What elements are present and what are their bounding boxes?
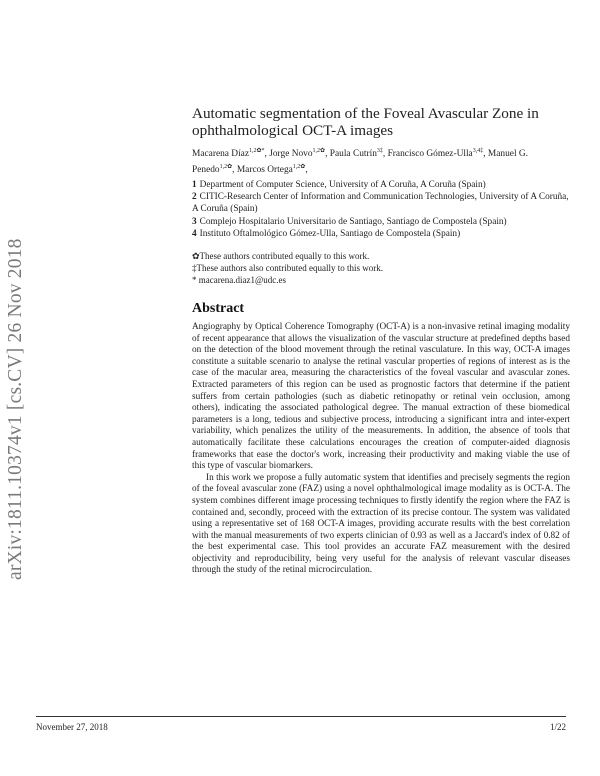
affiliation-list [192,179,570,240]
affiliation-text: Instituto Oftalmológico Gómez-Ulla, Santiago de Compostela (Spain) [199,228,461,239]
author-mark: 3,4‡ [472,148,484,154]
paper-title: Automatic segmentation of the Foveal Avascular Zone in ophthalmological OCT-A images [192,105,539,139]
author: Francisco Gómez-Ulla [387,149,473,160]
affiliation [192,228,570,240]
author-mark: 3‡ [376,148,383,154]
equal-contribution-note: ✿These authors contributed equally to this work. [192,251,370,261]
affiliation-text: Department of Computer Science, University of A Coruña, A Coruña (Spain) [199,180,486,190]
author: Marcos Ortega [236,165,293,176]
abstract-heading: Abstract [192,301,245,316]
affiliation-number: 1 [192,180,197,190]
author-mark: 1,2✿ [219,164,233,171]
footer-date: November 27, 2018 [36,722,108,732]
also-equal-contribution-note: ‡These authors also contributed equally to this work. [192,263,383,273]
author: Paula Cutrín [329,149,377,160]
abstract-paragraph: In this work we propose a fully automatic system that identifies and precisely segments the region of the foveal avascular zone (FAZ) using a novel ophthalmological image modality as is OCT-A. The system combines different image processing techniques to firstly identify the region where the FAZ is contained and, secondly, proceed with the extraction of its precise contour. The system was validated using a representative set of 168 OCT-A images, providing accurate results with the best correlation with the manual measurements of two experts clinician of 0.93 as well as a Jaccard's index of 0.82 of the best experimental case. This tool provides an accurate FAZ measurement with the desired objectivity and reproducibility, being very useful for the analysis of relevant vascular diseases through the study of the retinal microcirculation. [192,472,570,576]
affiliation-number: 4 [192,228,197,239]
author: Jorge Novo [269,149,313,160]
author-mark: 1,2✿* [249,148,265,154]
author-mark: 1,2✿ [292,164,306,171]
affiliation-text: Complejo Hospitalario Universitario de Santiago, Santiago de Compostela (Spain) [199,216,507,227]
author: Macarena Díaz [192,149,249,160]
affiliation-number: 3 [192,216,197,227]
affiliation [192,179,570,191]
affiliation [192,216,570,228]
page-number: 1/22 [549,722,566,732]
author-notes [192,250,562,286]
affiliation-text: CITIC-Research Center of Information and Communication Technologies, University of A Coruña, A Coruña (Spain) [192,192,569,215]
abstract-paragraph: Angiography by Optical Coherence Tomography (OCT-A) is a non-invasive retinal imaging modality of recent appearance that allows the visualization of the vascular structure at predefined depths based on the detection of the blood movement through the retinal vasculature. In this way, OCT-A images constitute a suitable scenario to analyse the retinal vascular properties of regions of interest as is the case of the macular area, measuring the characteristics of the foveal vascular and avascular zones. Extracted parameters of this region can be used as prognostic factors that determine if the patient suffers from certain pathologies (such as diabetic retinopathy or retinal vein occlusion, among others), indicating the associated pathological degree. The manual extraction of these biomedical parameters is a long, tedious and subjective process, introducing a significant intra and inter-expert variability, which penalizes the utility of the measurements. In addition, the absence of tools that automatically facilitate these calculations encourages the creation of computer-aided diagnosis frameworks that ease the doctor's work, increasing their productivity and making viable the use of this type of vascular biomarkers. [192,322,570,472]
arxiv-identifier: arXiv:1811.10374v1 [cs.CV] 26 Nov 2018 [5,238,26,580]
author-mark: 1,2✿ [312,148,326,154]
corresponding-email: * macarena.diaz1@udc.es [192,275,286,285]
footer-divider [36,716,566,717]
author-list: Macarena Díaz$^{1,2✿*}$, Jorge Novo$^{1,2✿}$, Paula Cutrín$^{3\ddagger}$, Francisco Gómez-Ulla$^{3,4\ddagger}$, Manuel G. Penedo$^{1,2✿}$, Marcos Ortega$^{1,2✿}$, [192,148,529,176]
affiliation [192,191,570,215]
affiliation-number: 2 [192,192,197,203]
author: Manuel G. Penedo [192,149,529,176]
abstract-body [192,322,570,577]
